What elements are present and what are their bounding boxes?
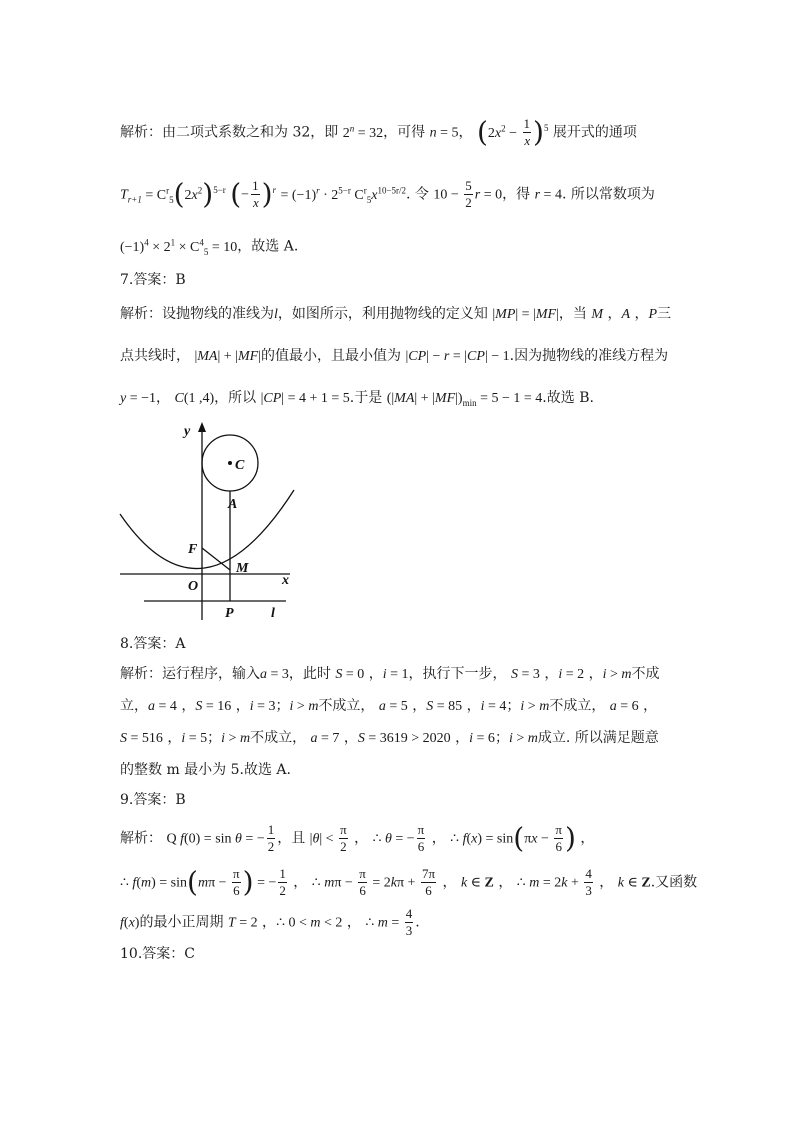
q9-line-3: f(x)的最小正周期 T = 2 ，∴ 0 < m < 2 ， ∴ m = $\frac{4}{3}$ . xyxy=(120,906,420,938)
label-l: l xyxy=(271,606,275,621)
q10-answer: 10.答案：C xyxy=(120,946,195,962)
text: ，可得 xyxy=(383,124,426,141)
text: 成立. 所以满足题意 xyxy=(537,730,659,746)
text: ，执行下一步， xyxy=(408,666,507,682)
label-p: P xyxy=(225,606,234,621)
fraction: $\frac{\pi}{6}$ xyxy=(233,866,240,898)
text: ，此时 xyxy=(288,666,331,682)
label-m: M xyxy=(236,561,249,576)
text: 不成立， xyxy=(250,730,307,746)
q8-line-4: 的整数 m 最小为 5.故选 A. xyxy=(120,762,291,778)
text: 的值最小，且最小值为 xyxy=(261,348,402,364)
label-x: x xyxy=(282,573,289,588)
text: 不成立， xyxy=(549,698,606,714)
text: ，得 xyxy=(502,186,531,203)
label-y: y xyxy=(184,424,191,439)
label-a: A xyxy=(228,497,238,512)
text: . 所以常数项为 xyxy=(561,186,655,203)
text: ，故选 A. xyxy=(237,238,299,255)
p6-line-3: $(-1)^4 \times 2^1 \times C^4_5 = 10$，故选 A. xyxy=(120,237,299,257)
text: 三 xyxy=(657,306,672,322)
fraction: $\frac{1}{2}$ xyxy=(279,866,286,898)
label-f: F xyxy=(188,542,198,557)
label-o: O xyxy=(188,579,199,594)
q8-answer: 8.答案：A xyxy=(120,636,186,652)
q8-line-2: 立，a = 4 ，S = 16 ，i = 3；i > m不成立， a = 5 ，S = 85 ，i = 4；i > m不成立， a = 6 ， xyxy=(120,698,658,714)
text: 不成立， xyxy=(318,698,375,714)
text: 立， xyxy=(120,698,148,714)
p6-line-1: 解析：由二项式系数之和为 32，即 $2^n = 32$，可得 n = 5， ($2x^2$ − $\frac{1}{x}$ )$^5$ 展开式的通项 xyxy=(120,115,637,149)
text: 不成 xyxy=(631,666,660,682)
text: .因为抛物线的准线方程为 xyxy=(509,348,669,364)
parabola-curve xyxy=(120,490,294,569)
fraction: $\frac{4}{3}$ xyxy=(405,906,413,938)
text: 解析：设抛物线的准线为 xyxy=(120,306,274,322)
text: 点共线时， xyxy=(120,348,190,364)
fraction: $\frac{4}{3}$ xyxy=(585,866,592,898)
text: ，所以 xyxy=(214,390,257,406)
q9-answer: 9.答案：B xyxy=(120,792,186,808)
text: ，且 xyxy=(277,830,306,847)
text: 的最小正周期 xyxy=(139,914,224,931)
text: 解析： xyxy=(120,830,162,847)
text: 解析：运行程序，输入 xyxy=(120,666,260,682)
text: .故选 B. xyxy=(542,390,594,406)
q7-line-2: 点共线时， |MA| + |MF|的值最小，且最小值为 |CP| − r = |CP| − 1.因为抛物线的准线方程为 xyxy=(120,348,669,364)
text: ，如图所示，利用抛物线的定义知 xyxy=(277,306,488,322)
fraction: $\frac{5}{2}$ xyxy=(465,178,472,210)
fraction: $\frac{\pi}{6}$ xyxy=(417,822,425,854)
q7-answer: 7.答案：B xyxy=(120,272,186,288)
label-c: C xyxy=(235,458,245,473)
text: . 令 xyxy=(406,186,429,203)
y-axis-arrow-icon xyxy=(198,422,206,432)
parabola-figure xyxy=(118,420,303,625)
fraction: $\frac{\pi}{6}$ xyxy=(359,866,366,898)
fraction: $\frac{\pi}{6}$ xyxy=(555,822,562,854)
text: ，当 xyxy=(558,306,587,322)
text: . xyxy=(415,914,420,931)
point-c xyxy=(228,461,232,465)
q8-line-3: S = 516 ，i = 5；i > m不成立， a = 7 ，S = 3619 > 2020 ，i = 6；i > m成立. 所以满足题意 xyxy=(120,730,659,746)
q7-line-3: y = −1， C(1 ,4)，所以 |CP| = 4 + 1 = 5.于是 $(|MA| + |MF|)_{min} = 5 - 1 = 4$.故选 B. xyxy=(120,390,594,408)
q9-line-1: 解析： Q f(0) = sin θ = − $\frac{1}{2}$ ，且 |θ| < $\frac{\pi}{2}$ ， ∴ θ = − $\frac{\pi}{6}$ ， ∴ f(x) = sin(πx − $\frac{\pi}{6}$ ) ， xyxy=(120,821,595,855)
q9-line-2: ∴ f(m) = sin(mπ − $\frac{\pi}{6}$ ) = − $\frac{1}{2}$ ， ∴ mπ − $\frac{\pi}{6}$ = 2kπ + $\frac{7\pi}{6}$ ， k ∈ Z ， ∴ m = 2k + $\frac{4}{3}$ ， k ∈ Z.又函数 xyxy=(120,865,698,899)
segment-fm xyxy=(202,548,230,570)
q7-line-1: 解析：设抛物线的准线为l，如图所示，利用抛物线的定义知 |MP| = |MF|，当 M ，A ，P三 xyxy=(120,306,672,322)
fraction: $\frac{\pi}{2}$ xyxy=(340,822,347,854)
fraction: $\frac{1}{x}$ xyxy=(252,178,259,210)
text: 展开式的通项 xyxy=(552,124,637,141)
p6-line-2: $T_{r+1} = C^r_5(2x^2)^{5-r}$ (− $\frac{1}{x}$ )$^r = (-1)^r \cdot 2^{5-r}$ $C^r_5x^{10-5r/2}$. 令 10 − $\frac{5}{2}$ r = 0，得 r = 4. 所以常数项为 xyxy=(120,177,655,211)
fraction: $\frac{7\pi}{6}$ xyxy=(421,866,436,898)
fraction: $\frac{1}{2}$ xyxy=(267,822,275,854)
text: 解析：由二项式系数之和为 32，即 xyxy=(120,124,339,141)
text: .于是 xyxy=(349,390,383,406)
fraction: $\frac{1}{x}$ xyxy=(523,116,531,148)
q8-line-1: 解析：运行程序，输入a = 3，此时 S = 0 ，i = 1，执行下一步， S = 3 ，i = 2 ，i > m不成 xyxy=(120,666,660,682)
text: .又函数 xyxy=(650,874,698,891)
